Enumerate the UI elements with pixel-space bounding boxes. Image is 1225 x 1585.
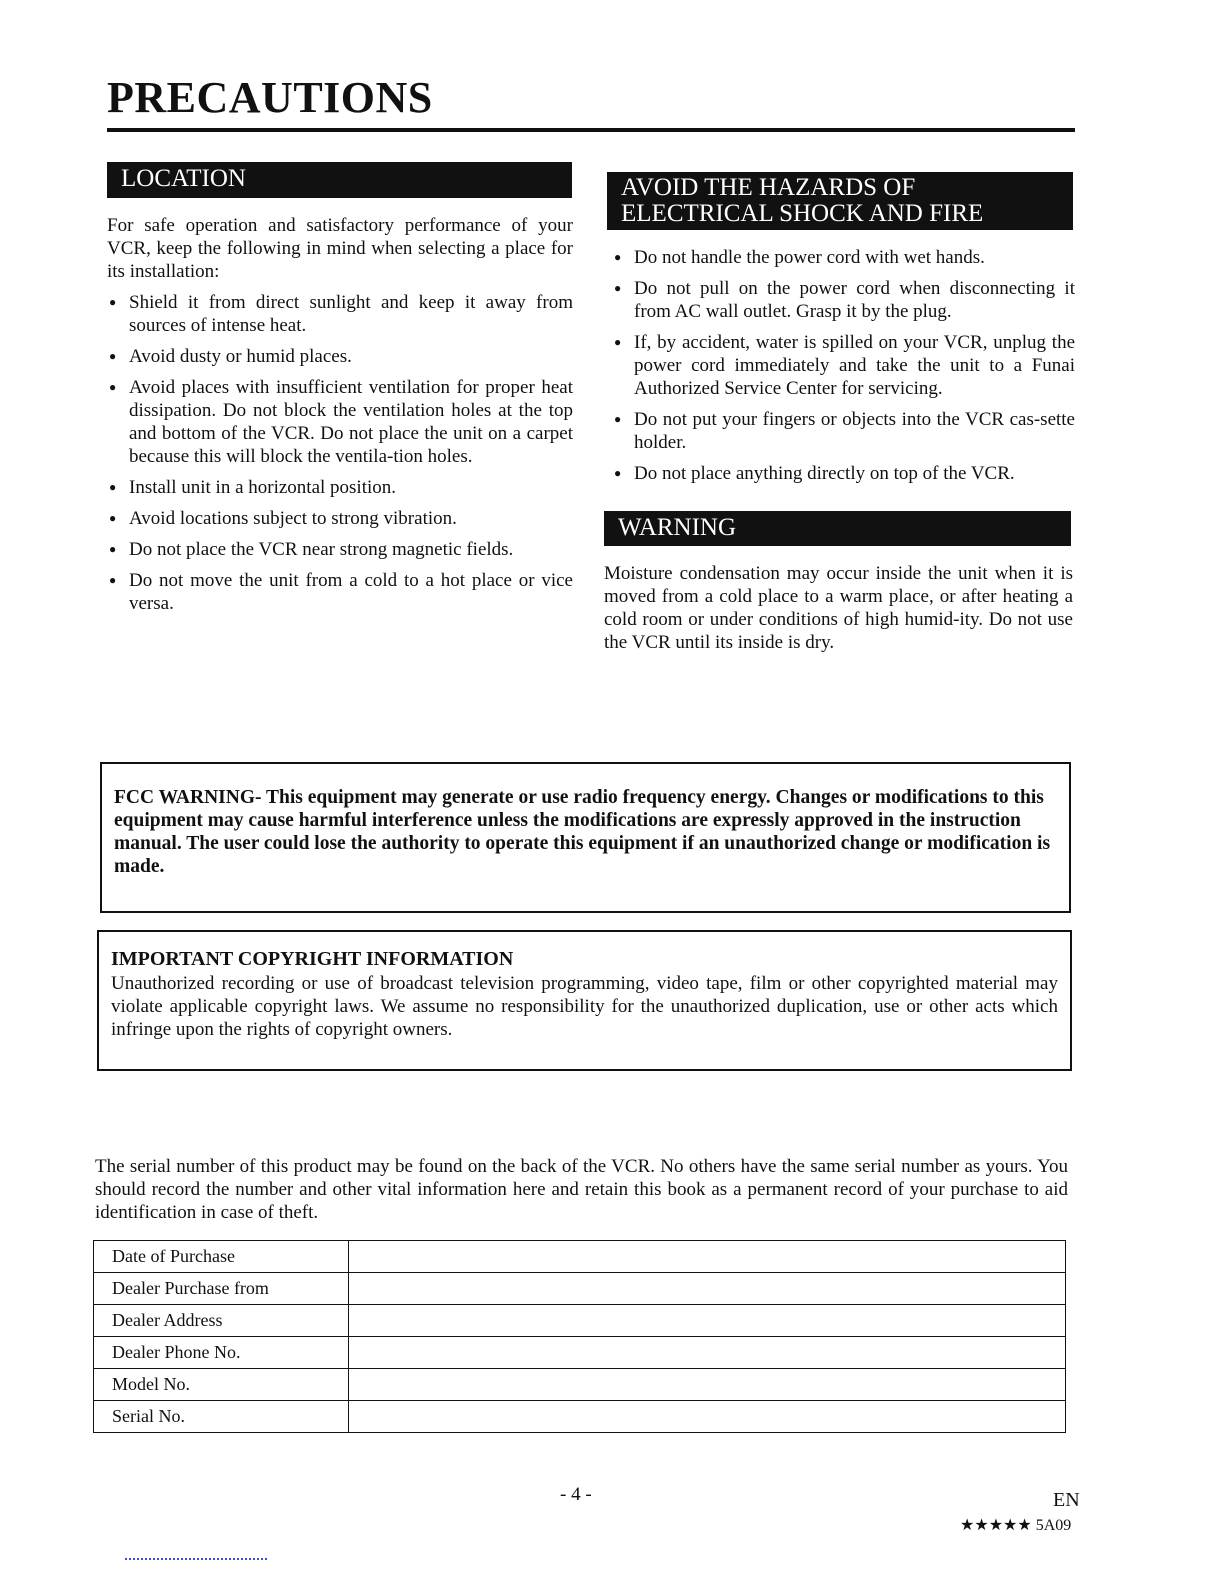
table-row bbox=[94, 1305, 1066, 1337]
row-value-field[interactable] bbox=[349, 1401, 1066, 1433]
page-title: PRECAUTIONS bbox=[107, 73, 433, 122]
hazards-heading-line1: AVOID THE HAZARDS OF bbox=[621, 174, 916, 201]
list-item: ● Install unit in a horizontal position. bbox=[107, 476, 573, 499]
list-item: ● Do not place anything directly on top of the VCR. bbox=[612, 462, 1075, 485]
location-section bbox=[107, 214, 573, 615]
page-number: - 4 - bbox=[560, 1484, 592, 1505]
list-item: ● Do not move the unit from a cold to a hot place or vice versa. bbox=[107, 569, 573, 615]
list-item: ● Do not pull on the power cord when disconnecting it from AC wall outlet. Grasp it by the plug. bbox=[612, 277, 1075, 323]
copyright-text: Unauthorized recording or use of broadcast television programming, video tape, film or other copyrighted material may violate applicable copyright laws. We assume no responsibility for the unauthorized duplication, use or other acts which infringe upon the rights of copyright owners. bbox=[111, 973, 1058, 1040]
purchase-record-table bbox=[93, 1240, 1066, 1433]
location-heading: LOCATION bbox=[107, 162, 572, 198]
list-item: ● Do not place the VCR near strong magnetic fields. bbox=[107, 538, 573, 561]
copyright-heading: IMPORTANT COPYRIGHT INFORMATION bbox=[111, 948, 514, 970]
list-item: ● Do not put your fingers or objects into the VCR cas-sette holder. bbox=[612, 408, 1075, 454]
row-value-field[interactable] bbox=[349, 1337, 1066, 1369]
row-label: Date of Purchase bbox=[94, 1241, 349, 1273]
code-stars: ★★★★★ bbox=[960, 1517, 1032, 1534]
list-item: ● Avoid locations subject to strong vibration. bbox=[107, 507, 573, 530]
hazards-heading bbox=[607, 172, 1073, 230]
table-row bbox=[94, 1273, 1066, 1305]
warning-heading: WARNING bbox=[604, 511, 1071, 546]
hazards-section bbox=[612, 238, 1075, 485]
row-label: Dealer Purchase from bbox=[94, 1273, 349, 1305]
hazards-heading-line2: ELECTRICAL SHOCK AND FIRE bbox=[621, 200, 984, 227]
location-list bbox=[107, 291, 573, 615]
serial-note: The serial number of this product may be found on the back of the VCR. No others have the same serial number as yours. You should record the number and other vital information here and retain this book as a permanent record of your purchase to aid identification in case of theft. bbox=[95, 1156, 1068, 1223]
row-label: Model No. bbox=[94, 1369, 349, 1401]
list-item: ● Shield it from direct sunlight and keep it away from sources of intense heat. bbox=[107, 291, 573, 337]
location-intro: For safe operation and satisfactory performance of your VCR, keep the following in mind when selecting a place for its installation: bbox=[107, 215, 573, 282]
list-item: ● If, by accident, water is spilled on your VCR, unplug the power cord immediately and take the unit to a Funai Authorized Service Center for servicing. bbox=[612, 331, 1075, 400]
language-code: EN bbox=[1053, 1489, 1080, 1511]
document-code bbox=[960, 1515, 1071, 1535]
table-row bbox=[94, 1369, 1066, 1401]
fcc-warning-box bbox=[100, 762, 1071, 913]
list-item: ● Avoid dusty or humid places. bbox=[107, 345, 573, 368]
copyright-box bbox=[97, 930, 1072, 1071]
row-label: Dealer Address bbox=[94, 1305, 349, 1337]
edge-line bbox=[125, 1558, 267, 1560]
hazards-list bbox=[612, 246, 1075, 485]
list-item: ● Do not handle the power cord with wet hands. bbox=[612, 246, 1075, 269]
fcc-warning-text: FCC WARNING- This equipment may generate or use radio frequency energy. Changes or modifications to this equipment may cause harmful interference unless the modifications are expressly approved in the instruction manual. The user could lose the authority to operate this equipment if an unauthorized change or modification is made. bbox=[114, 787, 1051, 877]
row-label: Serial No. bbox=[94, 1401, 349, 1433]
warning-text: Moisture condensation may occur inside the unit when it is moved from a cold place to a warm place, or after heating a cold room or under conditions of high humid-ity. Do not use the VCR until its inside is dry. bbox=[604, 563, 1073, 653]
row-value-field[interactable] bbox=[349, 1305, 1066, 1337]
row-label: Dealer Phone No. bbox=[94, 1337, 349, 1369]
title-rule bbox=[107, 128, 1075, 132]
code-number: 5A09 bbox=[1035, 1517, 1072, 1534]
table-row bbox=[94, 1337, 1066, 1369]
row-value-field[interactable] bbox=[349, 1241, 1066, 1273]
list-item: ● Avoid places with insufficient ventilation for proper heat dissipation. Do not block the ventilation holes at the top and bottom of the VCR. Do not place the unit on a carpet because this will block the ventila-tion holes. bbox=[107, 376, 573, 468]
table-row bbox=[94, 1401, 1066, 1433]
table-row bbox=[94, 1241, 1066, 1273]
row-value-field[interactable] bbox=[349, 1369, 1066, 1401]
row-value-field[interactable] bbox=[349, 1273, 1066, 1305]
